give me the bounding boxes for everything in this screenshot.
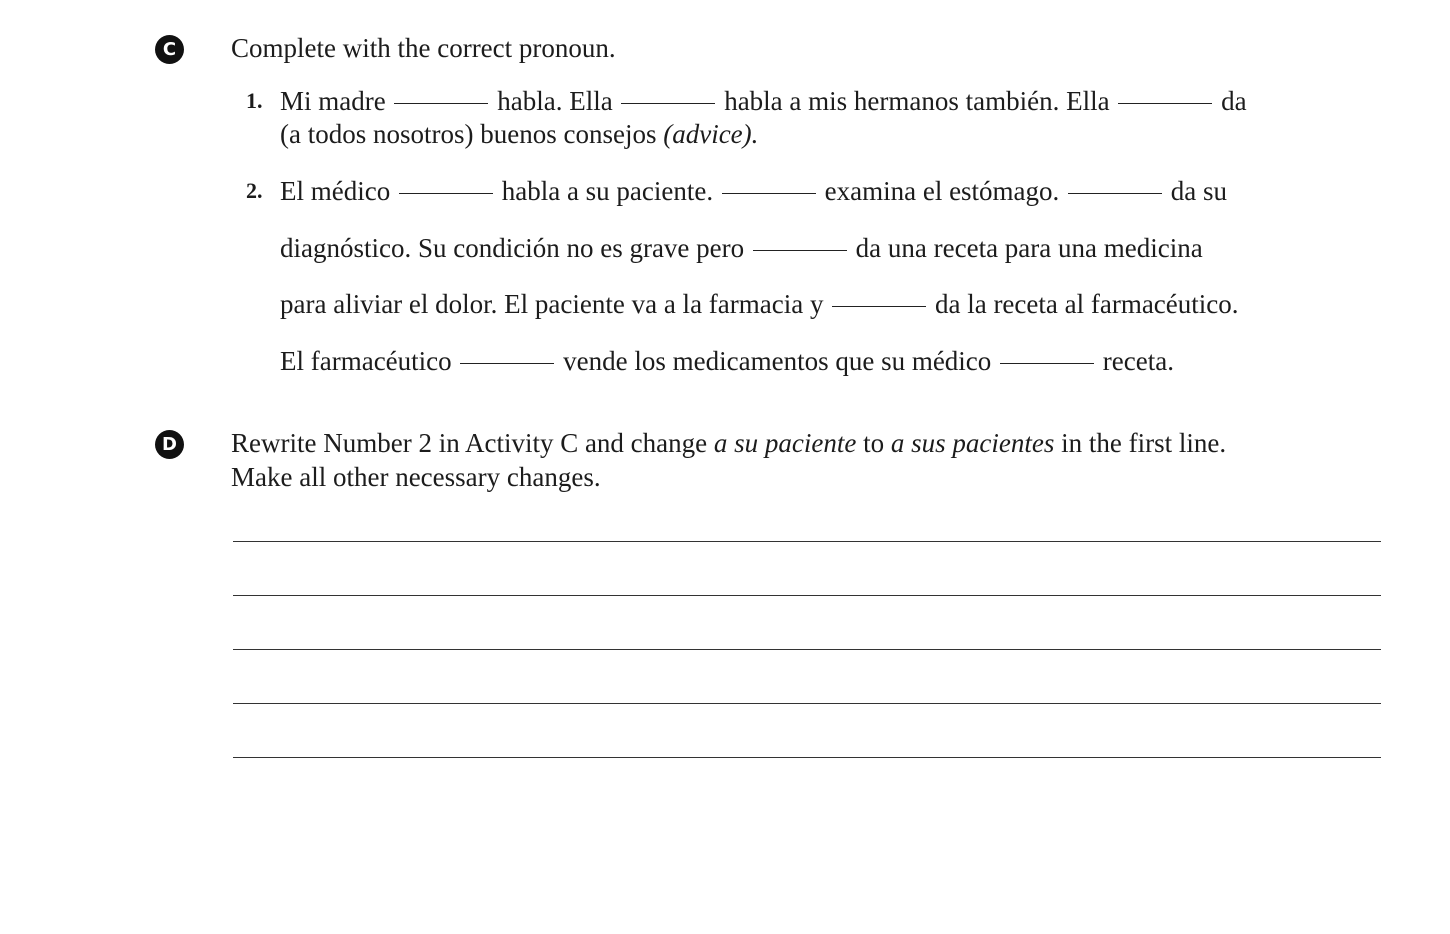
text: Mi madre	[280, 86, 386, 116]
answer-blank[interactable]	[1068, 192, 1162, 194]
phrase: a su paciente	[713, 428, 857, 458]
text: diagnóstico. Su condición no es grave pero	[280, 233, 745, 263]
answer-blank[interactable]	[1000, 362, 1094, 364]
writing-line[interactable]	[233, 595, 1381, 596]
item-1-number: 1.	[246, 88, 263, 113]
text: da su	[1170, 176, 1228, 206]
activity-d-instruction-line-1	[231, 426, 1226, 460]
text: para aliviar el dolor. El paciente va a la farmacia y	[280, 289, 824, 319]
answer-blank[interactable]	[1118, 102, 1212, 104]
item-2-line-3	[280, 287, 1239, 321]
phrase: a sus pacientes	[890, 428, 1055, 458]
activity-d-instruction-line-2: Make all other necessary changes.	[231, 462, 601, 492]
text: El farmacéutico	[280, 346, 452, 376]
activity-d-badge: D	[155, 430, 184, 459]
answer-blank[interactable]	[460, 362, 554, 364]
item-2-line-2	[280, 231, 1203, 265]
writing-line[interactable]	[233, 703, 1381, 704]
text: in the first line.	[1061, 428, 1227, 458]
text: habla a mis hermanos también. Ella	[724, 86, 1110, 116]
text: Rewrite Number 2 in Activity C and change	[231, 428, 708, 458]
writing-line[interactable]	[233, 649, 1381, 650]
activity-c-badge: C	[155, 35, 184, 64]
text: da una receta para una medicina	[855, 233, 1203, 263]
gloss: (advice).	[663, 119, 759, 149]
writing-line[interactable]	[233, 757, 1381, 758]
item-2-line-1	[280, 174, 1227, 208]
answer-blank[interactable]	[621, 102, 715, 104]
answer-blank[interactable]	[832, 305, 926, 307]
text: receta.	[1102, 346, 1174, 376]
text: da la receta al farmacéutico.	[934, 289, 1239, 319]
text: (a todos nosotros) buenos consejos	[280, 119, 657, 149]
item-2-line-4	[280, 344, 1174, 378]
text: habla a su paciente.	[501, 176, 714, 206]
answer-blank[interactable]	[753, 249, 847, 251]
activity-c-instruction: Complete with the correct pronoun.	[231, 33, 616, 63]
answer-blank[interactable]	[394, 102, 488, 104]
item-1-line-1	[280, 84, 1247, 118]
text: to	[863, 428, 885, 458]
text: da	[1221, 86, 1247, 116]
item-1-line-2	[280, 117, 758, 151]
item-2-number: 2.	[246, 178, 263, 203]
answer-blank[interactable]	[399, 192, 493, 194]
text: vende los medicamentos que su médico	[563, 346, 992, 376]
text: examina el estómago.	[824, 176, 1060, 206]
text: El médico	[280, 176, 391, 206]
writing-line[interactable]	[233, 541, 1381, 542]
answer-blank[interactable]	[722, 192, 816, 194]
text: habla. Ella	[497, 86, 613, 116]
